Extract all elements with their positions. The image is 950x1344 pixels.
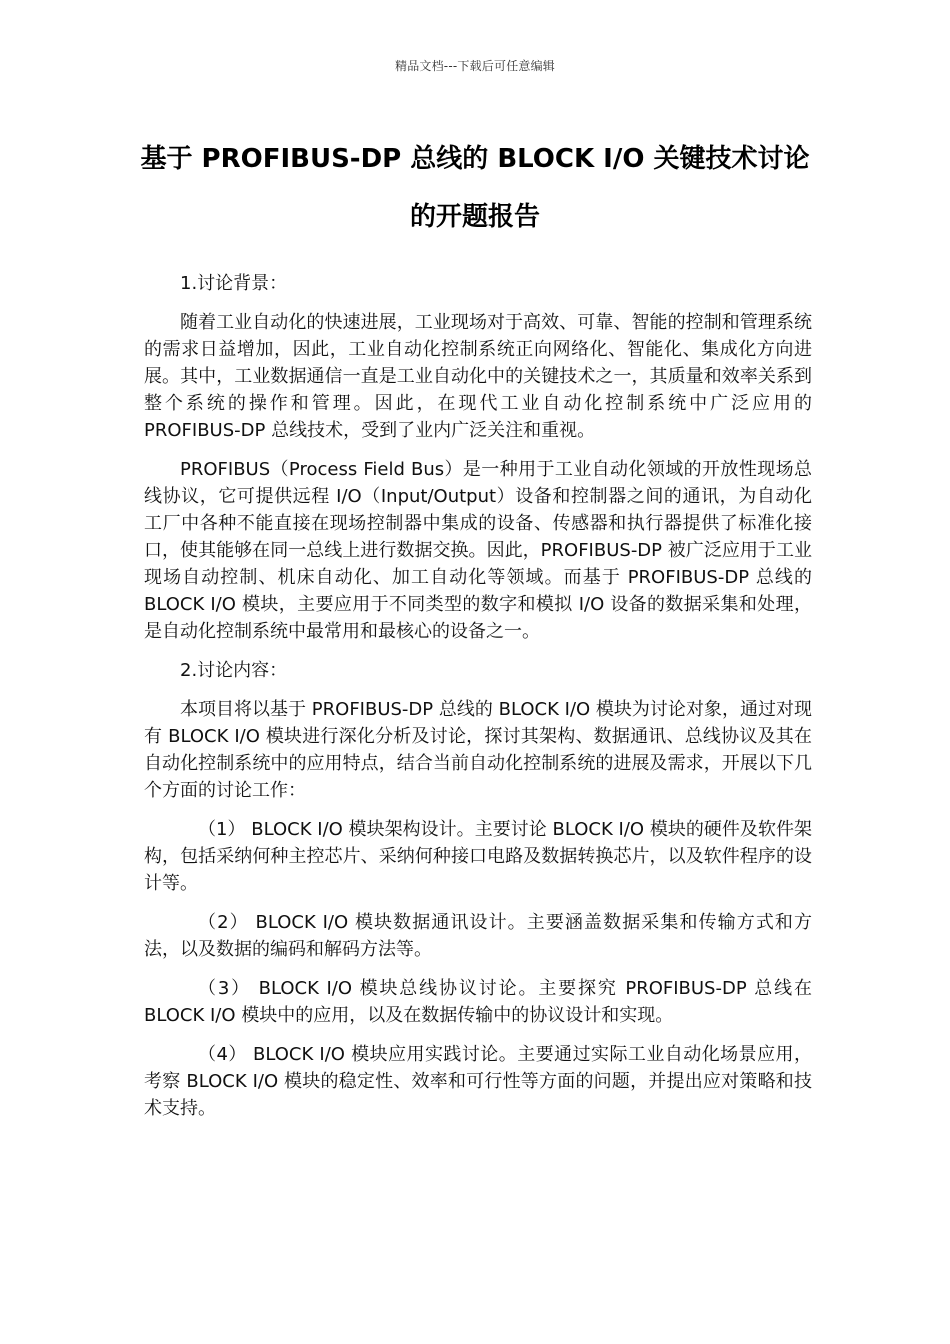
section-heading-content: 2.讨论内容： [180, 660, 288, 681]
section-heading-background: 1.讨论背景： [180, 273, 288, 294]
list-item-1: （1） BLOCK I/O 模块架构设计。主要讨论 BLOCK I/O 模块的硬件及软件架构，包括采纳何种主控芯片、采纳何种接口电路及数据转换芯片，以及软件程序的设计等。 [144, 819, 812, 894]
list-item-4: （4） BLOCK I/O 模块应用实践讨论。主要通过实际工业自动化场景应用，考察 BLOCK I/O 模块的稳定性、效率和可行性等方面的问题，并提出应对策略和技术支持。 [144, 1044, 812, 1119]
paragraph-background-2: PROFIBUS（Process Field Bus）是一种用于工业自动化领域的开放性现场总线协议，它可提供远程 I/O（Input/Output）设备和控制器之间的通讯，为自动化工厂中各种不能直接在现场控制器中集成的设备、传感器和执行器提供了标准化接口，使其能够在同一总线上进行数据交换。因此，PROFIBUS-DP 被广泛应用于工业现场自动控制、机床自动化、加工自动化等领域。而基于 PROFIBUS-DP 总线的 BLOCK I/O 模块，主要应用于不同类型的数字和模拟 I/O 设备的数据采集和处理，是自动化控制系统中最常用和最核心的设备之一。 [144, 459, 812, 642]
paragraph-background-1: 随着工业自动化的快速进展，工业现场对于高效、可靠、智能的控制和管理系统的需求日益增加，因此，工业自动化控制系统正向网络化、智能化、集成化方向进展。其中，工业数据通信一直是工业自动化中的关键技术之一，其质量和效率关系到整个系统的操作和管理。因此，在现代工业自动化控制系统中广泛应用的 PROFIBUS-DP 总线技术，受到了业内广泛关注和重视。 [144, 312, 812, 441]
paragraph-content-1: 本项目将以基于 PROFIBUS-DP 总线的 BLOCK I/O 模块为讨论对象，通过对现有 BLOCK I/O 模块进行深化分析及讨论，探讨其架构、数据通讯、总线协议及其在自动化控制系统中的应用特点，结合当前自动化控制系统的进展及需求，开展以下几个方面的讨论工作： [144, 699, 812, 801]
document-title: 基于 PROFIBUS-DP 总线的 BLOCK I/O 关键技术讨论的开题报告 [140, 144, 810, 232]
list-item-3: （3） BLOCK I/O 模块总线协议讨论。主要探究 PROFIBUS-DP 总线在 BLOCK I/O 模块中的应用，以及在数据传输中的协议设计和实现。 [144, 978, 812, 1026]
document-body [144, 270, 812, 1134]
header-note: 精品文档---下载后可任意编辑 [395, 59, 555, 73]
list-item-2: （2） BLOCK I/O 模块数据通讯设计。主要涵盖数据采集和传输方式和方法，以及数据的编码和解码方法等。 [144, 912, 812, 960]
